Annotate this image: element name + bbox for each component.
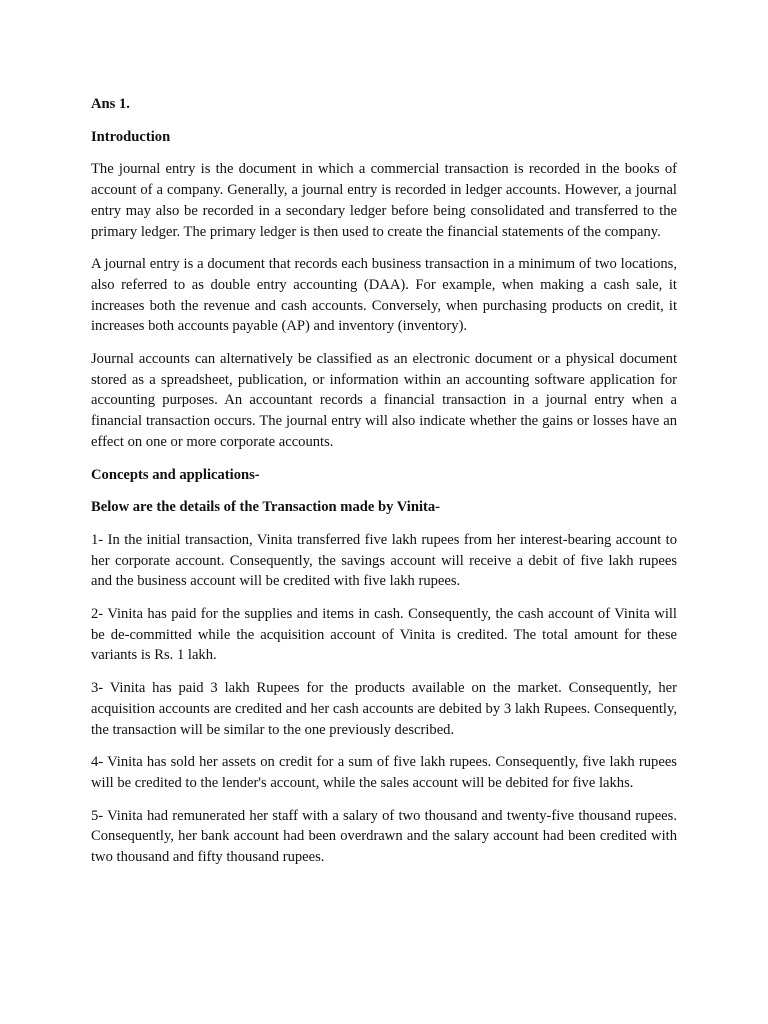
introduction-heading: Introduction <box>91 128 171 145</box>
transaction-item-1: 1- In the initial transaction, Vinita transferred five lakh rupees from her interest-bearing account to her corporate account. Consequently, the savings account will receive a debit of five lakh rupees and the business account will be credited with five lakh rupees. <box>91 531 677 590</box>
transaction-item-4: 4- Vinita has sold her assets on credit for a sum of five lakh rupees. Consequently, five lakh rupees will be credited to the lender's account, while the sales account will be debited for five lakhs. <box>91 754 677 791</box>
concepts-heading: Concepts and applications- <box>91 466 260 483</box>
answer-label: Ans 1. <box>91 96 130 112</box>
intro-paragraph-2: A journal entry is a document that records each business transaction in a minimum of two locations, also referred to as double entry accounting (DAA). For example, when making a cash sale, it increases both the revenue and cash accounts. Conversely, when purchasing products on credit, it increases both accounts payable (AP) and inventory (inventory). <box>91 256 677 335</box>
transaction-item-2: 2- Vinita has paid for the supplies and items in cash. Consequently, the cash account of Vinita will be de-committed while the acquisition account of Vinita is credited. The total amount for these variants is Rs. 1 lakh. <box>91 606 677 664</box>
intro-paragraph-3: Journal accounts can alternatively be classified as an electronic document or a physical document stored as a spreadsheet, publication, or information within an accounting software application for accounting purposes. An accountant records a financial transaction in a journal entry when a financial transaction occurs. The journal entry will also indicate whether the gains or losses have an effect on one or more corporate accounts. <box>91 351 677 450</box>
transaction-item-5: 5- Vinita had remunerated her staff with a salary of two thousand and twenty-five thousand rupees. Consequently, her bank account had been overdrawn and the salary account had been credited with two thousand and fifty thousand rupees. <box>91 807 677 866</box>
intro-paragraph-1: The journal entry is the document in which a commercial transaction is recorded in the books of account of a company. Generally, a journal entry is recorded in ledger accounts. However, a journal entry may also be recorded in a secondary ledger before being consolidated and transferred to the primary ledger. The primary ledger is then used to create the financial statements of the company. <box>91 161 677 240</box>
transaction-item-3: 3- Vinita has paid 3 lakh Rupees for the products available on the market. Consequently, her acquisition accounts are credited and her cash accounts are debited by 3 lakh Rupees. Consequently, the transaction will be similar to the one previously described. <box>91 680 677 738</box>
transaction-details-heading: Below are the details of the Transaction made by Vinita- <box>91 499 441 516</box>
